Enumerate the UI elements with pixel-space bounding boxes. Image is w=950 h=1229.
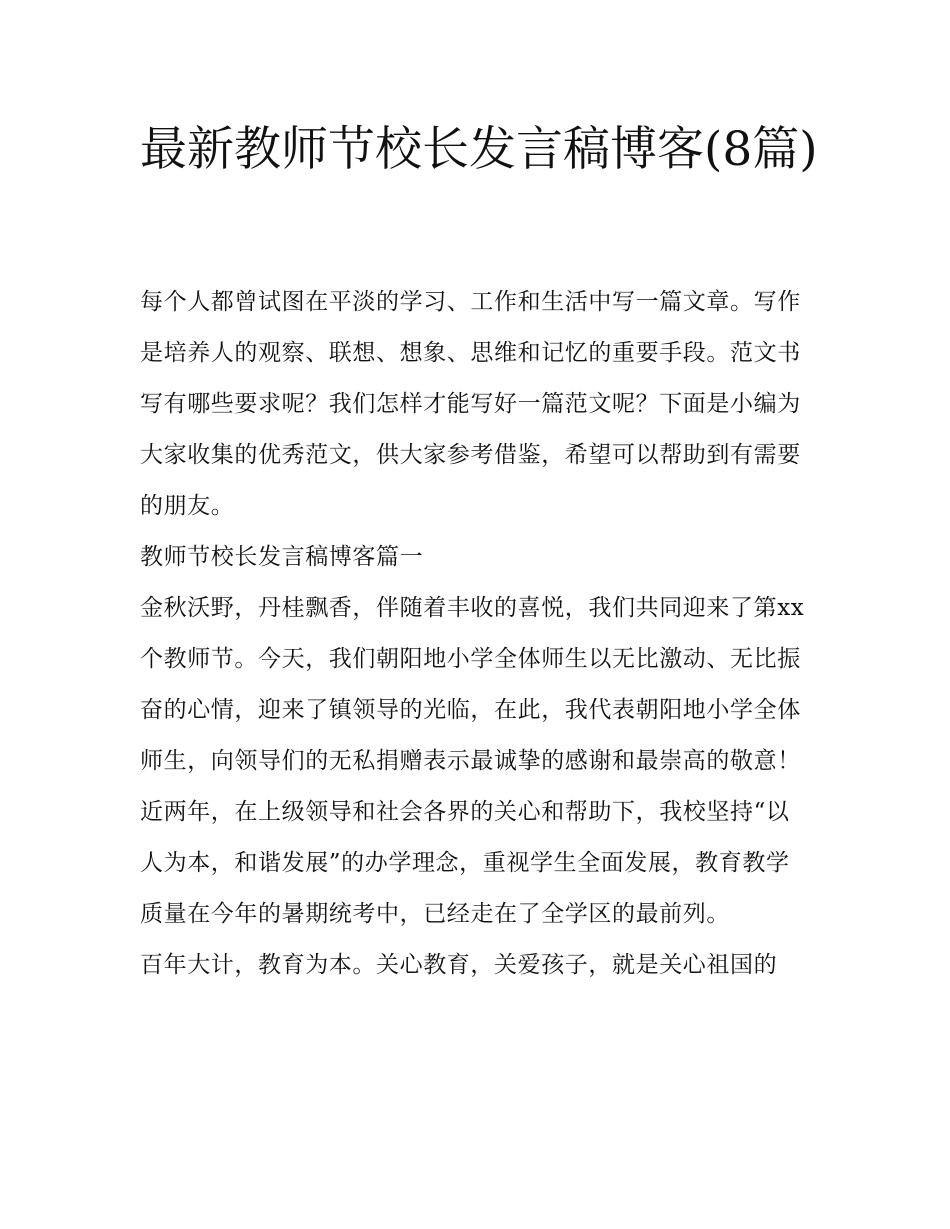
document-title: 最新教师节校长发言稿博客(8篇) — [140, 122, 818, 177]
body-paragraph: 百年大计，教育为本。关心教育，关爱孩子，就是关心祖国的 — [140, 952, 778, 978]
body-paragraph: 近两年，在上级领导和社会各界的关心和帮助下，我校坚持“以人为本，和谐发展”的办学理念，重视学生全面发展，教育教学质量在今年的暑期统考中，已经走在了全学区的最前列。 — [140, 799, 790, 927]
document-body — [140, 277, 812, 991]
section-heading: 教师节校长发言稿博客篇一 — [140, 544, 424, 570]
body-paragraph: 金秋沃野，丹桂飘香，伴随着丰收的喜悦，我们共同迎来了第xx个教师节。今天，我们朝阳地小学全体师生以无比激动、无比振奋的心情，迎来了镇领导的光临，在此，我代表朝阳地小学全体师生，向领导们的无私捐赠表示最诚挚的感谢和最崇高的敬意！ — [140, 595, 805, 774]
intro-paragraph: 每个人都曾试图在平淡的学习、工作和生活中写一篇文章。写作是培养人的观察、联想、想象、思维和记忆的重要手段。范文书写有哪些要求呢？我们怎样才能写好一篇范文呢？下面是小编为大家收集的优秀范文，供大家参考借鉴，希望可以帮助到有需要的朋友。 — [140, 289, 801, 519]
